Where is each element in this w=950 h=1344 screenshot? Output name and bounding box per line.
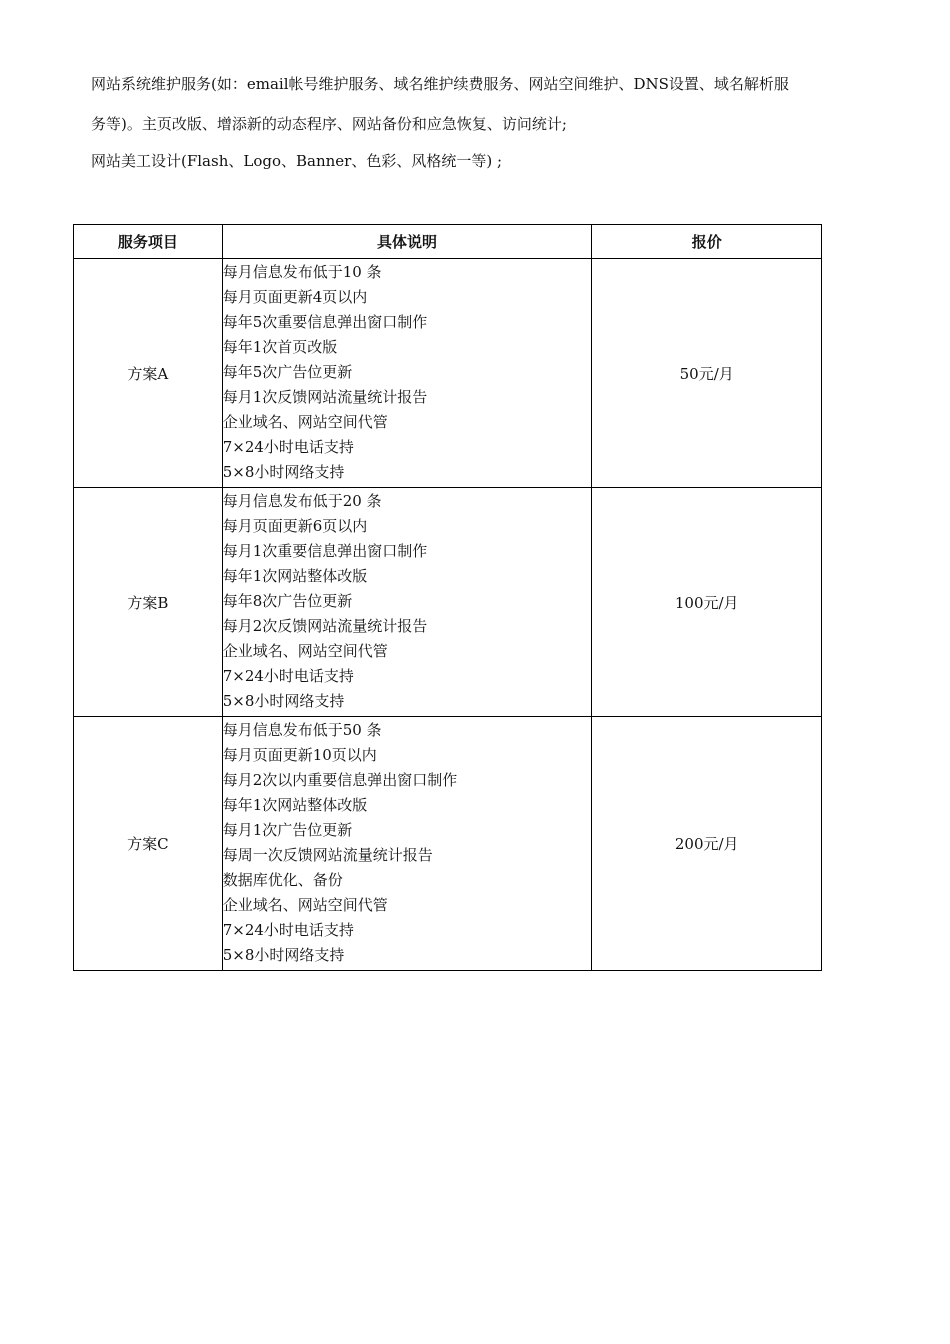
detail-item: 每年5次重要信息弹出窗口制作 <box>222 313 428 331</box>
detail-item: 每月页面更新6页以内 <box>222 517 368 535</box>
plan-name: 方案C <box>74 717 223 971</box>
detail-item: 每月信息发布低于20 条 <box>222 492 382 510</box>
detail-item: 每月2次以内重要信息弹出窗口制作 <box>222 771 458 789</box>
detail-item: 5×8小时网络支持 <box>222 463 345 481</box>
detail-item: 每周一次反馈网站流量统计报告 <box>222 846 433 864</box>
plan-price: 200元/月 <box>592 717 822 971</box>
detail-item: 每月2次反馈网站流量统计报告 <box>222 617 428 635</box>
header-service-item: 服务项目 <box>74 225 223 259</box>
detail-item: 数据库优化、备份 <box>222 871 343 889</box>
detail-item: 每月页面更新10页以内 <box>222 746 377 764</box>
table-row-plan-a <box>74 259 822 488</box>
detail-item: 每月页面更新4页以内 <box>222 288 368 306</box>
plan-price: 50元/月 <box>592 259 822 488</box>
detail-item: 5×8小时网络支持 <box>222 946 345 964</box>
plan-details <box>222 259 592 488</box>
detail-item: 每月1次重要信息弹出窗口制作 <box>222 542 428 560</box>
detail-item: 每年1次首页改版 <box>222 338 338 356</box>
detail-item: 每年1次网站整体改版 <box>222 796 368 814</box>
detail-item: 每年8次广告位更新 <box>222 592 353 610</box>
intro-line-3: 网站美工设计(Flash、Logo、Banner、色彩、风格统一等) ; <box>91 152 502 170</box>
detail-item: 每年5次广告位更新 <box>222 363 353 381</box>
detail-item: 每月信息发布低于50 条 <box>222 721 382 739</box>
detail-item: 每年1次网站整体改版 <box>222 567 368 585</box>
detail-item: 7×24小时电话支持 <box>222 667 354 685</box>
plan-name: 方案A <box>74 259 223 488</box>
detail-item: 每月信息发布低于10 条 <box>222 263 382 281</box>
detail-item: 企业域名、网站空间代管 <box>222 413 388 431</box>
detail-item: 5×8小时网络支持 <box>222 692 345 710</box>
intro-line-1: 网站系统维护服务(如：email帐号维护服务、域名维护续费服务、网站空间维护、DNS设置、域名解析服 <box>91 75 789 93</box>
plan-details <box>222 717 592 971</box>
table-row-plan-c <box>74 717 822 971</box>
detail-item: 每月1次广告位更新 <box>222 821 353 839</box>
detail-item: 7×24小时电话支持 <box>222 921 354 939</box>
detail-item: 每月1次反馈网站流量统计报告 <box>222 388 428 406</box>
detail-item: 企业域名、网站空间代管 <box>222 896 388 914</box>
table-header-row <box>74 225 822 259</box>
header-details: 具体说明 <box>222 225 592 259</box>
plan-details <box>222 488 592 717</box>
detail-item: 企业域名、网站空间代管 <box>222 642 388 660</box>
service-pricing-table <box>73 224 822 971</box>
plan-name: 方案B <box>74 488 223 717</box>
header-price: 报价 <box>592 225 822 259</box>
plan-price: 100元/月 <box>592 488 822 717</box>
detail-item: 7×24小时电话支持 <box>222 438 354 456</box>
table-row-plan-b <box>74 488 822 717</box>
intro-line-2: 务等)。主页改版、增添新的动态程序、网站备份和应急恢复、访问统计; <box>91 115 567 133</box>
